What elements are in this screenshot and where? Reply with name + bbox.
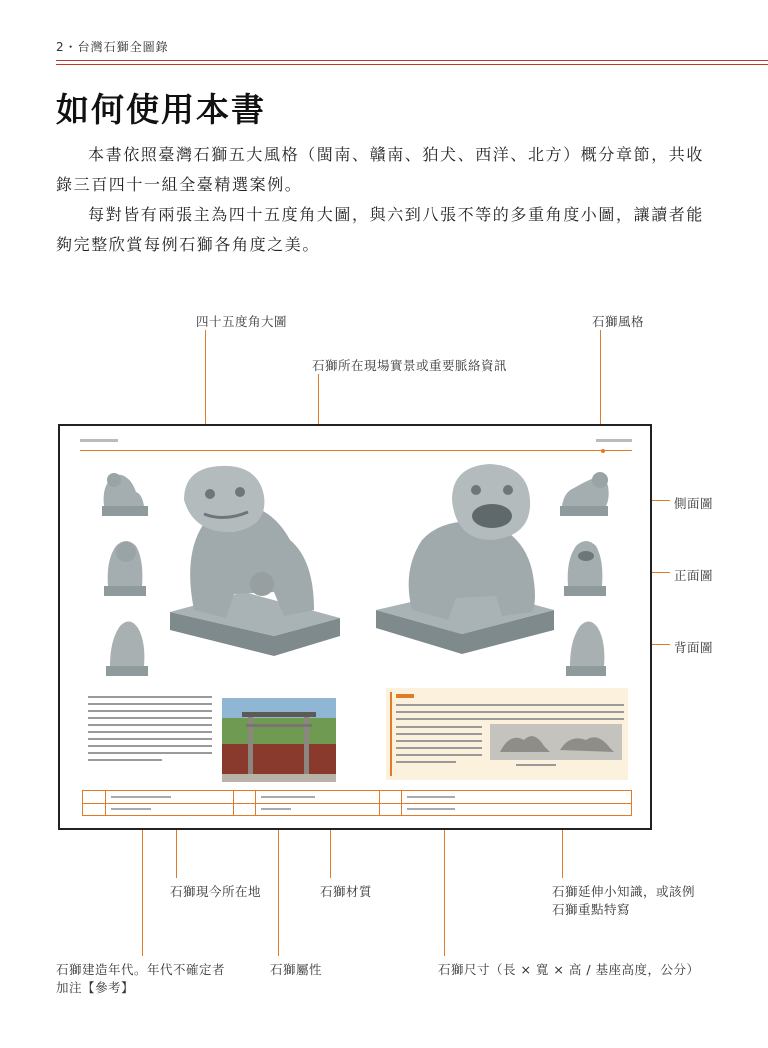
back-view-thumbnail-right: [562, 610, 610, 680]
note-text-top: [396, 704, 624, 725]
sample-spread: [58, 424, 652, 830]
info-table-col-4: [379, 791, 380, 815]
callout-dimensions: 石獅尺寸（長 × 寬 × 高 / 基座高度，公分）: [438, 962, 700, 977]
page-title: 如何使用本書: [56, 90, 266, 129]
intro-paragraph-2: 每對皆有兩張主為四十五度角大圖，與六到八張不等的多重角度小圖，讓讀者能夠完整欣賞每例石獅各角度之美。: [56, 205, 705, 254]
callout-current-location: 石獅現今所在地: [170, 884, 262, 899]
info-attribute-value: [261, 808, 291, 810]
callout-attribute: 石獅屬性: [270, 962, 323, 977]
callout-location-info: 石獅所在現場實景或重要脈絡資訊: [312, 358, 508, 373]
callout-era-1: 石獅建造年代。年代不確定者: [56, 962, 226, 977]
callout-side-view: 側面圖: [674, 496, 714, 511]
info-table-col-1: [105, 791, 106, 815]
spread-header-rule: [80, 450, 632, 451]
extended-notes-box: [386, 688, 628, 780]
callout-extended-notes-1: 石獅延伸小知識，或該例: [552, 884, 696, 899]
callout-front-view: 正面圖: [674, 568, 714, 583]
side-view-thumbnail-left: [96, 458, 152, 522]
info-table-row-divider: [83, 803, 631, 804]
note-text-side: [396, 726, 482, 768]
running-head: 2・台灣石獅全圖錄: [56, 40, 169, 54]
spread-running-head-left: [80, 439, 118, 442]
callout-extended-notes-2: 石獅重點特寫: [552, 902, 631, 917]
callout-back-view: 背面圖: [674, 640, 714, 655]
info-table-col-2: [233, 791, 234, 815]
back-view-thumbnail-left: [102, 610, 152, 680]
info-table-col-5: [401, 791, 402, 815]
header-rule-top: [56, 60, 768, 61]
note-heading: [396, 694, 414, 698]
front-view-thumbnail-left: [100, 530, 150, 600]
spread-style-marker: [601, 449, 605, 453]
info-dimensions-value-2: [407, 808, 455, 810]
side-view-thumbnail-right: [554, 458, 614, 522]
callout-style: 石獅風格: [592, 314, 645, 329]
info-material-value: [261, 796, 315, 798]
relief-detail-photo: [490, 724, 622, 760]
main-view-photo-left: [164, 460, 344, 660]
callout-material: 石獅材質: [320, 884, 373, 899]
front-view-thumbnail-right: [560, 530, 610, 600]
header-rule-bottom: [56, 64, 768, 65]
info-location-value: [111, 796, 171, 798]
main-view-photo-right: [372, 460, 558, 660]
info-dimensions-value-1: [407, 796, 455, 798]
callout-era-2: 加注【參考】: [56, 980, 135, 995]
callout-main-view: 四十五度角大圖: [196, 314, 288, 329]
site-context-photo: [222, 698, 336, 782]
info-table: [82, 790, 632, 816]
intro-paragraph-1: 本書依照臺灣石獅五大風格（閩南、贛南、狛犬、西洋、北方）概分章節，共收錄三百四十一組全臺精選案例。: [56, 145, 705, 194]
relief-caption: [516, 764, 556, 766]
spread-running-head-right: [596, 439, 632, 442]
info-era-value: [111, 808, 151, 810]
info-table-col-3: [255, 791, 256, 815]
note-accent-bar: [390, 692, 392, 776]
spread-body-text: [88, 696, 212, 766]
